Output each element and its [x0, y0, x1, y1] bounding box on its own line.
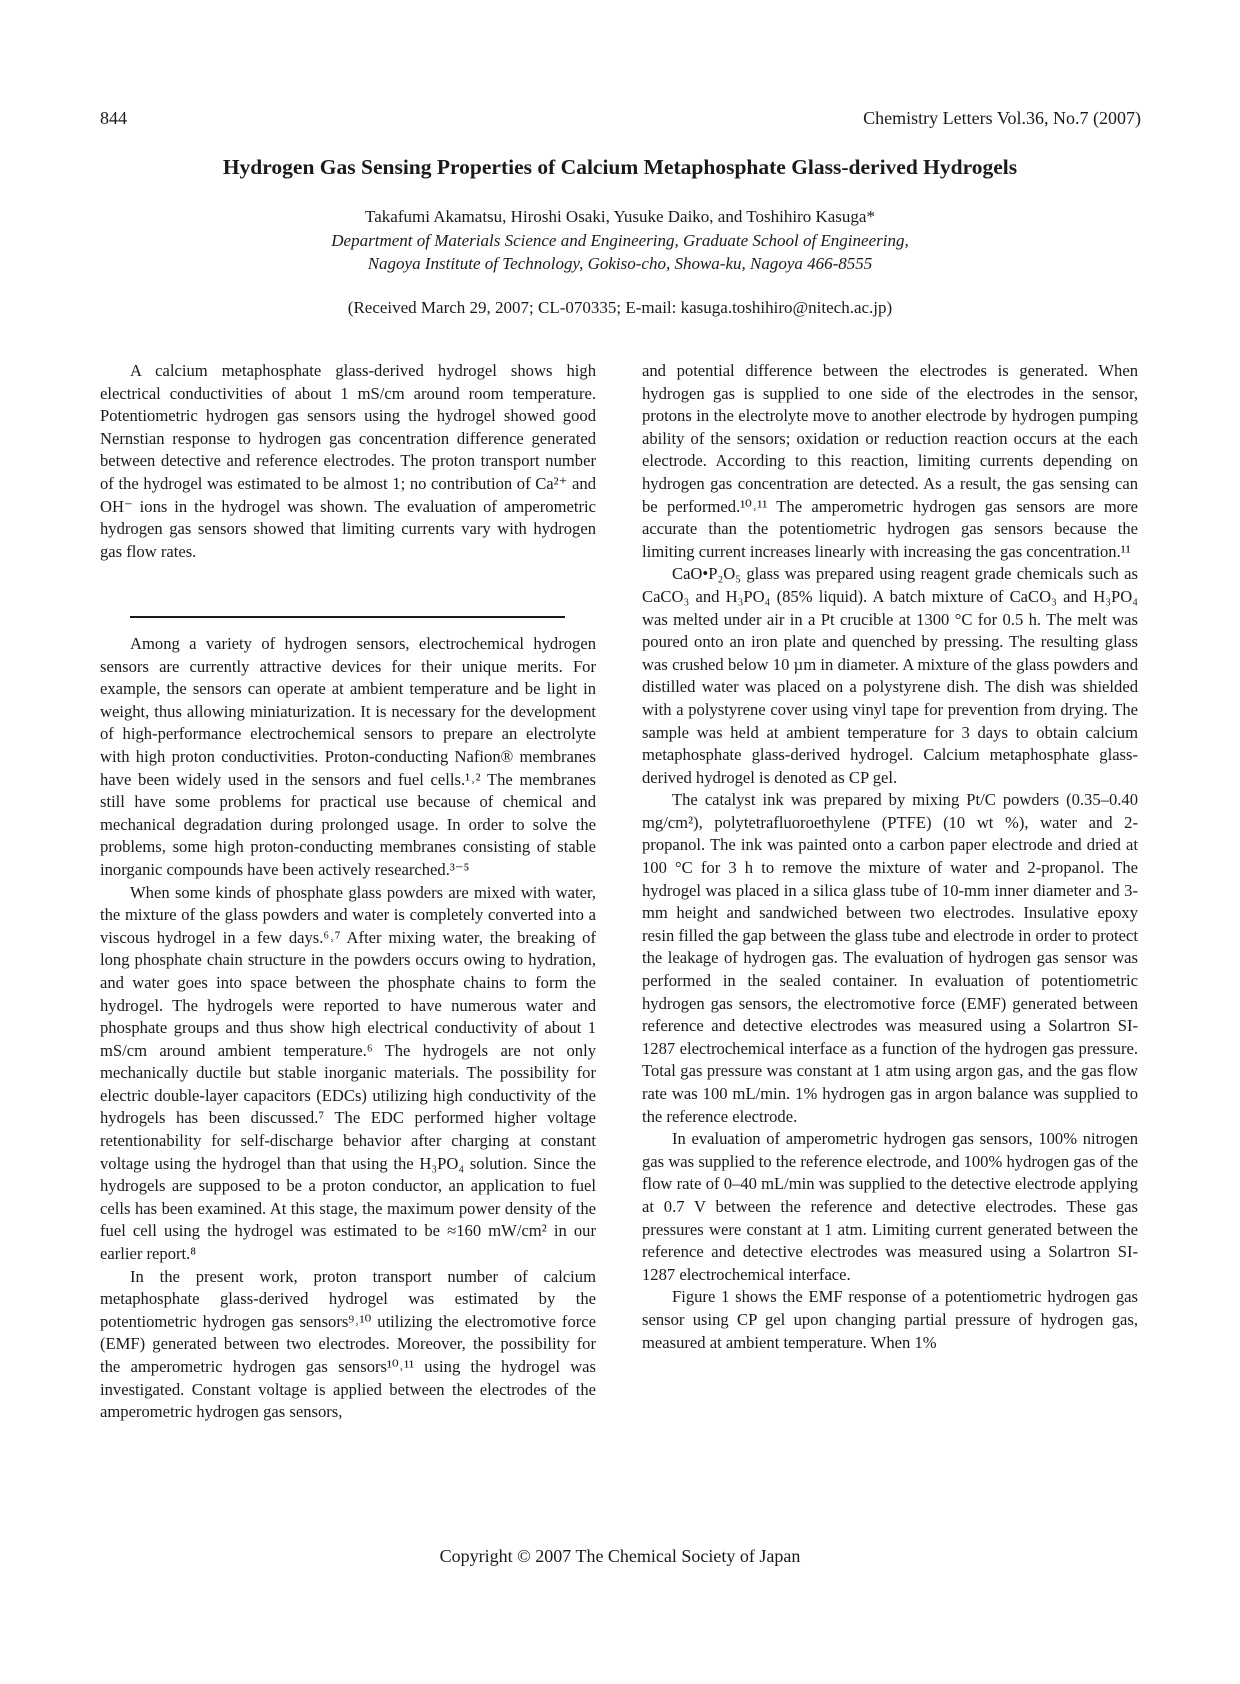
right-column: [642, 360, 1138, 1354]
abstract-divider: [130, 616, 565, 618]
body-paragraph: In evaluation of amperometric hydrogen gas sensors, 100% nitrogen gas was supplied to the reference electrode, and 100% hydrogen gas of the flow rate of 0–40 mL/min was supplied to the detective electrode applying at 0.7 V between the reference and detective electrodes. These gas pressures were constant at 1 atm. Limiting current generated between the reference and detective electrodes was measured using a Solartron SI-1287 electrochemical interface.: [642, 1129, 1138, 1284]
author-list: Takafumi Akamatsu, Hiroshi Osaki, Yusuke Daiko, and Toshihiro Kasuga*: [365, 207, 875, 226]
affiliation-line: Nagoya Institute of Technology, Gokiso-cho, Showa-ku, Nagoya 466-8555: [367, 254, 873, 273]
abstract-paragraph: A calcium metaphosphate glass-derived hydrogel shows high electrical conductivities of about 1 mS/cm around room temperature. Potentiometric hydrogen gas sensors using the hydrogel showed good Nernstian response to hydrogen gas concentration difference generated between detective and reference electrodes. The proton transport number of the hydrogel was estimated to be almost 1; no contribution of Ca²⁺ and OH⁻ ions in the hydrogel was shown. The evaluation of amperometric hydrogen gas sensors showed that limiting currents vary with hydrogen gas flow rates.: [100, 361, 596, 561]
body-paragraph: The catalyst ink was prepared by mixing Pt/C powders (0.35–0.40 mg/cm²), polytetrafluoroethylene (PTFE) (10 wt %), water and 2-propanol. The ink was painted onto a carbon paper electrode and dried at 100 °C for 3 h to remove the mixture of water and 2-propanol. The hydrogel was placed in a silica glass tube of 10-mm inner diameter and 3-mm height and sandwiched between two electrodes. Insulative epoxy resin filled the gap between the glass tube and electrode in order to protect the leakage of hydrogen gas. The evaluation of hydrogen gas sensor was performed in the sealed container. In evaluation of potentiometric hydrogen gas sensors, the electromotive force (EMF) generated between reference and detective electrodes was measured using a Solartron SI-1287 electrochemical interface as a function of the hydrogen gas pressure. Total gas pressure was constant at 1 atm using argon gas, and the gas flow rate was 100 mL/min. 1% hydrogen gas in argon balance was supplied to the reference electrode.: [642, 790, 1138, 1126]
received-line: (Received March 29, 2007; CL-070335; E-mail: kasuga.toshihiro@nitech.ac.jp): [347, 298, 893, 317]
left-column: [100, 633, 596, 1424]
copyright-notice: Copyright © 2007 The Chemical Society of Japan: [439, 1546, 801, 1566]
body-paragraph: CaO•P₂O₅ glass was prepared using reagent grade chemicals such as CaCO₃ and H₃PO₄ (85% liquid). A batch mixture of CaCO₃ and H₃PO₄ was melted under air in a Pt crucible at 1300 °C for 0.5 h. The melt was poured onto an iron plate and quenched by pressing. The resulting glass was crushed below 10 µm in diameter. A mixture of the glass powders and distilled water was placed on a polystyrene dish. The dish was shielded with a polystyrene cover using vinyl tape for prevention from drying. The sample was held at ambient temperature for 3 days to obtain calcium metaphosphate glass-derived hydrogel. Calcium metaphosphate glass-derived hydrogel is denoted as CP gel.: [642, 564, 1138, 787]
page-number: 844: [100, 108, 127, 128]
journal-reference: Chemistry Letters Vol.36, No.7 (2007): [863, 108, 1141, 128]
abstract: [100, 360, 596, 563]
body-paragraph: When some kinds of phosphate glass powders are mixed with water, the mixture of the glass powders and water is completely converted into a viscous hydrogel in a few days.⁶˒⁷ After mixing water, the breaking of long phosphate chain structure in the powders occurs owing to hydration, and water goes into space between the phosphate chains to form the hydrogel. The hydrogels were reported to have numerous water and phosphate groups and thus show high electrical conductivity of about 1 mS/cm around ambient temperature.⁶ The hydrogels are not only mechanically ductile but stable inorganic materials. The possibility for electric double-layer capacitors (EDCs) utilizing high conductivity of the hydrogels has been discussed.⁷ The EDC performed higher voltage retentionability for self-discharge behavior after charging at constant voltage using the hydrogel than that using the H₃PO₄ solution. Since the hydrogels are supposed to be a proton conductor, an application to fuel cells has been examined. At this stage, the maximum power density of the fuel cell using the hydrogel was estimated to be ≈160 mW/cm² in our earlier report.⁸: [100, 882, 596, 1264]
body-paragraph: Figure 1 shows the EMF response of a potentiometric hydrogen gas sensor using CP gel upon changing partial pressure of hydrogen gas, measured at ambient temperature. When 1%: [642, 1287, 1138, 1352]
affiliation-line: Department of Materials Science and Engineering, Graduate School of Engineering,: [331, 231, 909, 250]
article-title: Hydrogen Gas Sensing Properties of Calcium Metaphosphate Glass-derived Hydrogels: [222, 155, 1018, 179]
body-paragraph: In the present work, proton transport number of calcium metaphosphate glass-derived hydrogel was estimated by the potentiometric hydrogen gas sensors⁹˒¹⁰ utilizing the electromotive force (EMF) generated between two electrodes. Moreover, the possibility for the amperometric hydrogen gas sensors¹⁰˒¹¹ using the hydrogel was investigated. Constant voltage is applied between the electrodes of the amperometric hydrogen gas sensors,: [100, 1266, 596, 1422]
body-paragraph: Among a variety of hydrogen sensors, electrochemical hydrogen sensors are currently attractive devices for their unique merits. For example, the sensors can operate at ambient temperature and be light in weight, thus allowing miniaturization. It is necessary for the development of high-performance electrochemical sensors to prepare an electrolyte with high proton conductivities. Proton-conducting Nafion® membranes have been widely used in the sensors and fuel cells.¹˒² The membranes still have some problems for practical use because of chemical and mechanical degradation during prolonged usage. In order to solve the problems, some high proton-conducting membranes consisting of stable inorganic compounds have been actively researched.³⁻⁵: [100, 634, 596, 879]
body-paragraph: and potential difference between the electrodes is generated. When hydrogen gas is supplied to one side of the electrodes in the sensor, protons in the electrolyte move to another electrode by hydrogen pumping ability of the sensors; oxidation or reduction reaction occurs at the each electrode. According to this reaction, limiting currents depending on hydrogen gas concentration are detected. As a result, the gas sensing can be performed.¹⁰˒¹¹ The amperometric hydrogen gas sensors are more accurate than the potentiometric hydrogen gas sensors because the limiting current increases linearly with increasing the gas concentration.¹¹: [642, 361, 1138, 561]
